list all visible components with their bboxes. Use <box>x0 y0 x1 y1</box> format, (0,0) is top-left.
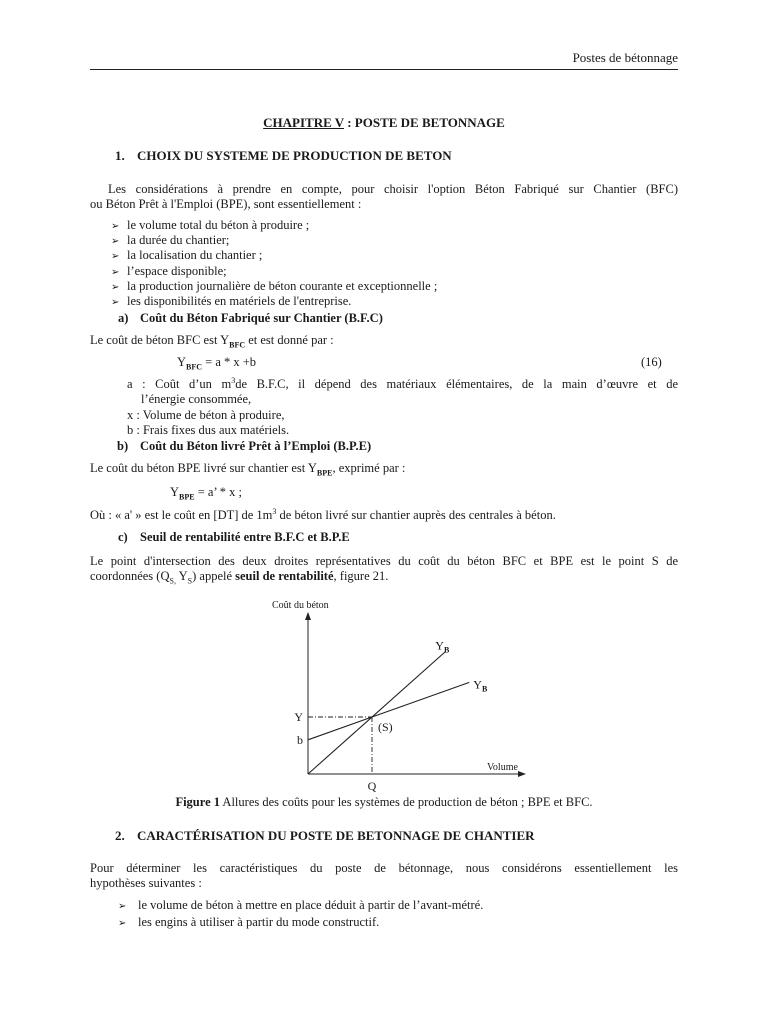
arrow-bullet-icon: ➢ <box>111 282 120 293</box>
arrow-bullet-icon: ➢ <box>111 221 120 232</box>
definition-a-line1: a : Coût d’un $m^3de$ B.F.C, il dépend des matériaux élémentaires, de la main d’œuvre et de <box>127 375 679 391</box>
arrow-bullet-icon: ➢ <box>111 251 120 262</box>
bpe-cost-sentence: Le coût du béton BPE livré sur chantier est $Y_{BPE}$, exprimé par : <box>90 461 406 478</box>
section-1-heading: CHOIX DU SYSTEME DE PRODUCTION DE BETON <box>137 148 452 163</box>
section-2-intro-line1: Pour déterminer les caractéristiques du poste de bétonnage, nous considérons essentiellement les <box>90 861 678 875</box>
definition-x: x : Volume de béton à produire, <box>127 408 285 422</box>
figure-caption: Figure 1 Allures des coûts pour les systèmes de production de béton ; BPE et BFC. <box>175 795 593 809</box>
arrow-bullet-icon: ➢ <box>111 267 120 278</box>
section-1-intro-line2: ou Béton Prêt à l'Emploi (BPE), sont essentiellement : <box>90 197 362 211</box>
subsection-a-title: Coût du Béton Fabriqué sur Chantier (B.F.C) <box>140 311 383 325</box>
bullet-item: ➢ le volume total du béton à produire ; <box>111 218 310 232</box>
chapter-subtitle: : POSTE DE BETONNAGE <box>343 115 505 130</box>
bpe-equation: $Y_{BPE} = a$’ * x ; <box>170 485 243 502</box>
series-label-bpe: $Y_B$ <box>435 638 450 655</box>
definition-b: b : Frais fixes dus aux matériels. <box>127 423 290 437</box>
arrow-bullet-icon: ➢ <box>111 236 120 247</box>
equation-number: (16) <box>641 355 662 369</box>
chapter-label: CHAPITRE V <box>263 115 344 130</box>
series-label-bfc: $Y_B$ <box>473 677 488 694</box>
chart-ylabel: Coût du béton <box>272 600 329 611</box>
tick-label-Q: Q <box>367 779 377 792</box>
threshold-line2: coordonnées ($Q_{S,}$ $Y_S$) appelé seuil de rentabilité, figure 21. <box>90 569 389 586</box>
cost-chart <box>262 592 532 792</box>
tick-label-Y: Y <box>294 710 303 724</box>
subsection-a-label: a) <box>118 311 129 325</box>
subsection-b-label: b) <box>117 439 129 453</box>
definition-a-line2: l’énergie consommée, <box>141 392 252 406</box>
section-1-number: 1. <box>115 148 125 163</box>
arrow-bullet-icon: ➢ <box>111 297 120 308</box>
subsection-c-label: c) <box>118 530 128 544</box>
point-label-S: (S) <box>378 720 393 734</box>
threshold-line1: Le point d'intersection des deux droites représentatives du coût du béton BFC et BPE est le point S de <box>90 554 678 568</box>
series-line-bpe <box>308 652 445 774</box>
chart-xlabel: Volume <box>487 762 518 773</box>
bullet-item: ➢ la localisation du chantier ; <box>111 248 263 262</box>
section-2-number: 2. <box>115 828 125 843</box>
bullet-item: ➢ la durée du chantier; <box>111 233 230 247</box>
header-rule <box>90 69 678 70</box>
bullet-item: ➢ l’espace disponible; <box>111 264 227 278</box>
subsection-c-title: Seuil de rentabilité entre B.F.C et B.P.E <box>140 530 350 544</box>
section-1-intro-line1: Les considérations à prendre en compte, pour choisir l'option Béton Fabriqué sur Chantier (BFC) <box>108 182 678 196</box>
tick-label-b: b <box>297 732 303 747</box>
chapter-title <box>0 115 768 130</box>
bfc-cost-sentence: Le coût de béton BFC est $Y_{BFC}$ et est donné par : <box>90 333 334 350</box>
arrow-bullet-icon: ➢ <box>118 918 127 929</box>
bullet-item: ➢ les disponibilités en matériels de l'entreprise. <box>111 294 352 308</box>
section-2-heading: CARACTÉRISATION DU POSTE DE BETONNAGE DE CHANTIER <box>137 828 535 843</box>
x-axis-arrow-icon <box>518 771 526 777</box>
bullet-item: ➢ le volume de béton à mettre en place déduit à partir de l’avant-métré. <box>118 898 484 912</box>
running-header: Postes de bétonnage <box>572 50 678 65</box>
bfc-equation: $Y_{BFC} = a * x +b$ <box>177 355 257 372</box>
subsection-b-title: Coût du Béton livré Prêt à l’Emploi (B.P.E) <box>140 439 372 453</box>
bullet-item: ➢ la production journalière de béton courante et exceptionnelle ; <box>111 279 438 293</box>
bullet-item: ➢ les engins à utiliser à partir du mode constructif. <box>118 915 380 929</box>
section-2-intro-line2: hypothèses suivantes : <box>90 876 202 890</box>
y-axis-arrow-icon <box>305 612 311 620</box>
where-sentence: Où : « a' » est le coût en [DT] de $1m^3$ de béton livré sur chantier auprès des centrales à béton. <box>90 506 556 522</box>
arrow-bullet-icon: ➢ <box>118 901 127 912</box>
